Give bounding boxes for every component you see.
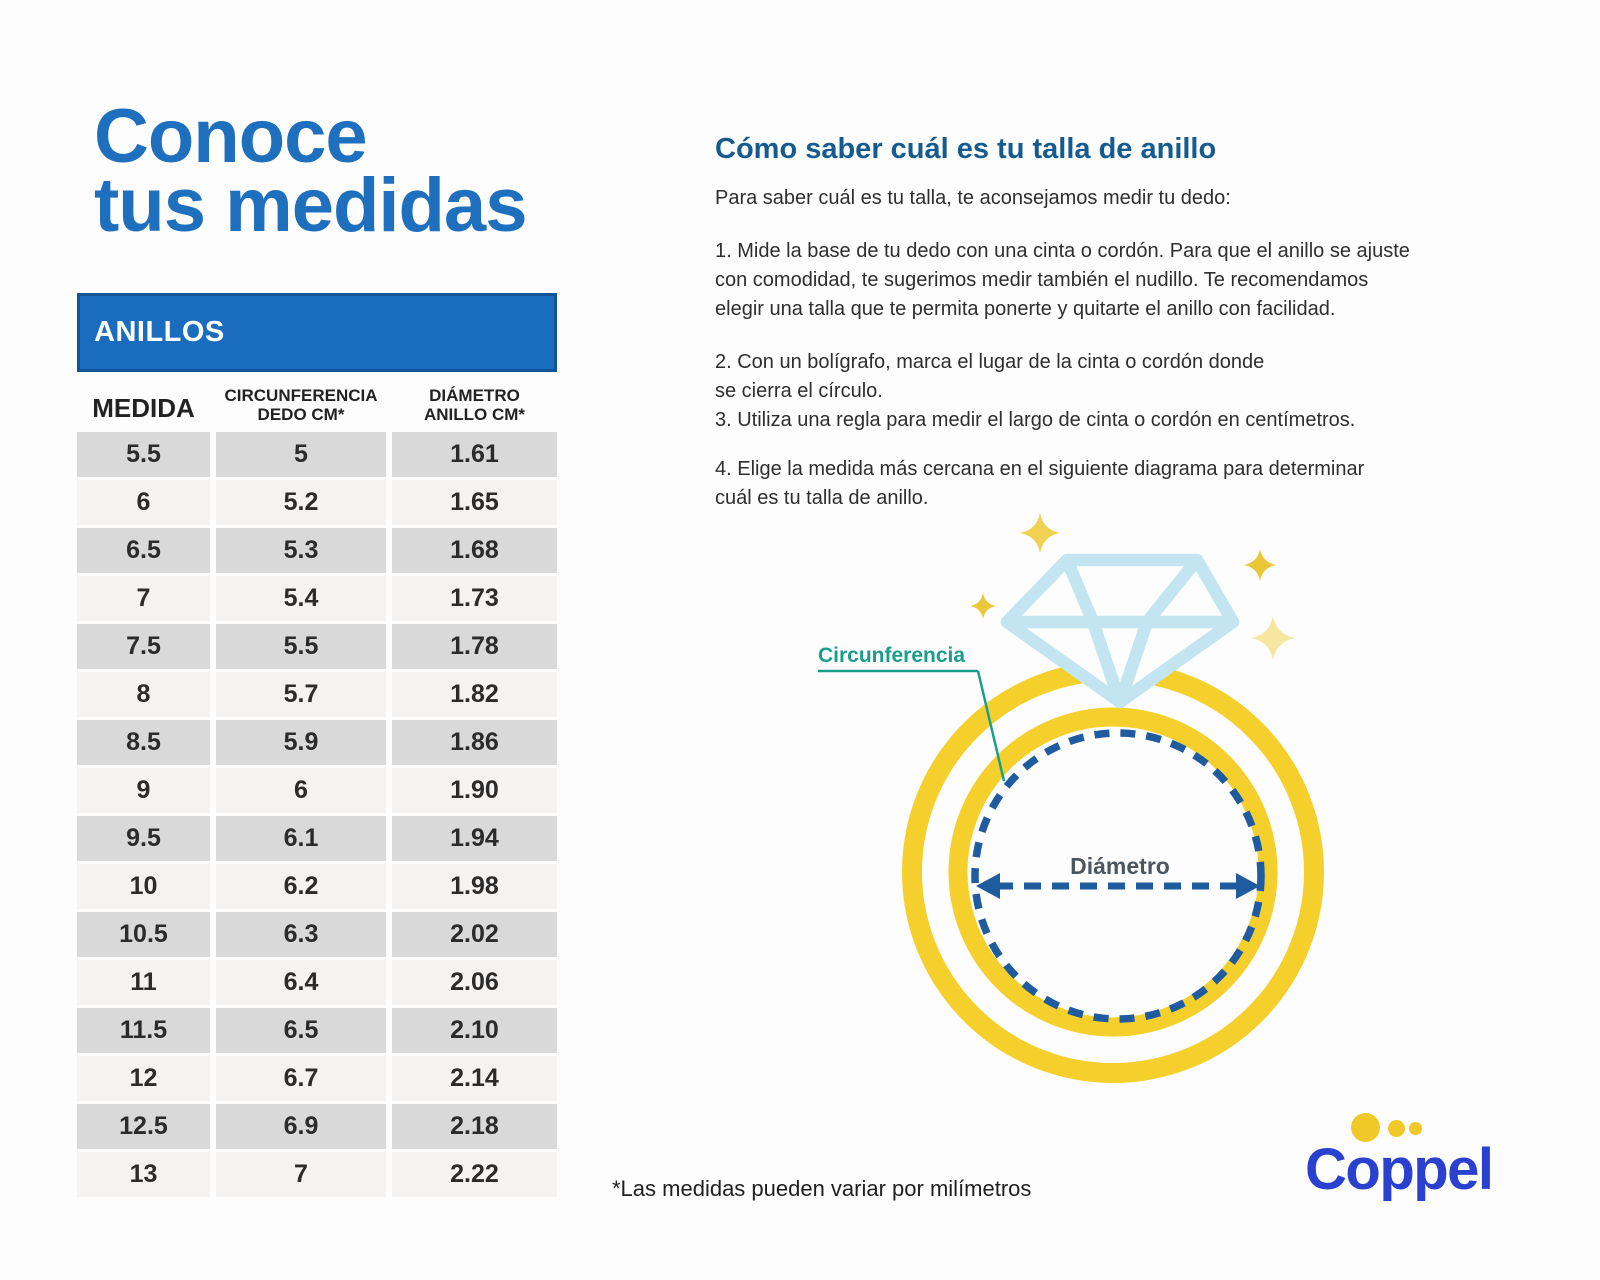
table-cell: 5.3 [216, 528, 386, 573]
coppel-logo [1295, 1080, 1515, 1220]
table-cell: 7.5 [77, 624, 210, 669]
guide-heading: Cómo saber cuál es tu talla de anillo [715, 133, 1217, 165]
table-cell: 5.7 [216, 672, 386, 717]
column-header-circumference: CIRCUNFERENCIA DEDO CM* [224, 386, 378, 424]
ring-diagram [790, 500, 1490, 1140]
guide-step-2-3: 2. Con un bolígrafo, marca el lugar de la cinta o cordón donde se cierra el círculo. 3. Utiliza una regla para medir el largo de cinta o cordón en centímetros. [715, 348, 1515, 435]
table-cell: 11 [77, 960, 210, 1005]
table-cell: 1.86 [392, 720, 557, 765]
table-column-headers [77, 372, 557, 432]
table-cell: 1.90 [392, 768, 557, 813]
table-rows [77, 432, 557, 1197]
table-cell: 6.7 [216, 1056, 386, 1101]
table-cell: 9 [77, 768, 210, 813]
guide-step-3: 3. Utiliza una regla para medir el largo de cinta o cordón en centímetros. [715, 409, 1356, 431]
table-cell: 1.61 [392, 432, 557, 477]
table-cell: 6.5 [216, 1008, 386, 1053]
diameter-label: Diámetro [1070, 853, 1170, 879]
table-cell: 8 [77, 672, 210, 717]
table-cell: 2.06 [392, 960, 557, 1005]
guide-step-2: 2. Con un bolígrafo, marca el lugar de la cinta o cordón donde [715, 351, 1265, 373]
table-cell: 5 [216, 432, 386, 477]
column-header-measure: MEDIDA [92, 393, 195, 423]
table-cell: 2.22 [392, 1152, 557, 1197]
table-cell: 2.02 [392, 912, 557, 957]
table-cell: 6.5 [77, 528, 210, 573]
table-cell: 7 [77, 576, 210, 621]
table-cell: 2.10 [392, 1008, 557, 1053]
logo-dot-icon [1409, 1122, 1422, 1135]
table-cell: 5.5 [216, 624, 386, 669]
logo-wordmark: Coppel [1305, 1137, 1493, 1202]
table-cell: 6.4 [216, 960, 386, 1005]
table-cell: 1.78 [392, 624, 557, 669]
sparkle-icon [970, 593, 996, 619]
guide-intro: Para saber cuál es tu talla, te aconsejamos medir tu dedo: [715, 187, 1231, 209]
table-cell: 6.9 [216, 1104, 386, 1149]
page-title-line2: tus medidas [94, 163, 527, 248]
table-cell: 12 [77, 1056, 210, 1101]
ring-size-table [77, 293, 557, 1197]
table-cell: 6.2 [216, 864, 386, 909]
table-cell: 6.3 [216, 912, 386, 957]
table-cell: 10.5 [77, 912, 210, 957]
table-cell: 12.5 [77, 1104, 210, 1149]
how-to-guide [715, 130, 1515, 513]
table-cell: 1.65 [392, 480, 557, 525]
table-cell: 1.73 [392, 576, 557, 621]
table-cell: 2.14 [392, 1056, 557, 1101]
column-header-diameter: DIÁMETRO ANILLO CM* [423, 386, 526, 424]
table-cell: 6 [216, 768, 386, 813]
circumference-label: Circunferencia [818, 644, 966, 667]
table-cell: 6.1 [216, 816, 386, 861]
page-title-line1: Conoce [94, 94, 367, 179]
table-band-title: ANILLOS [77, 293, 557, 372]
table-cell: 1.98 [392, 864, 557, 909]
table-cell: 10 [77, 864, 210, 909]
table-cell: 8.5 [77, 720, 210, 765]
table-cell: 13 [77, 1152, 210, 1197]
guide-step-1: 1. Mide la base de tu dedo con una cinta o cordón. Para que el anillo se ajuste con comodidad, te sugerimos medir también el nudillo. Te recomendamos elegir una talla que te permita ponerte y quitarte el anillo con facilidad. [715, 240, 1410, 320]
table-cell: 11.5 [77, 1008, 210, 1053]
table-cell: 5.9 [216, 720, 386, 765]
table-cell: 2.18 [392, 1104, 557, 1149]
sparkle-icon [1244, 549, 1276, 581]
table-cell: 5.4 [216, 576, 386, 621]
table-cell: 5.5 [77, 432, 210, 477]
guide-step-4: 4. Elige la medida más cercana en el siguiente diagrama para determinar cuál es tu talla de anillo. [715, 458, 1365, 509]
sparkle-icon [1251, 616, 1295, 660]
logo-dot-icon [1388, 1120, 1405, 1137]
sparkle-icon [1020, 513, 1060, 553]
table-cell: 7 [216, 1152, 386, 1197]
table-cell: 1.68 [392, 528, 557, 573]
table-cell: 6 [77, 480, 210, 525]
table-cell: 1.94 [392, 816, 557, 861]
footnote: *Las medidas pueden variar por milímetros [612, 1176, 1032, 1201]
table-cell: 5.2 [216, 480, 386, 525]
page-title [94, 94, 527, 248]
table-cell: 1.82 [392, 672, 557, 717]
table-cell: 9.5 [77, 816, 210, 861]
